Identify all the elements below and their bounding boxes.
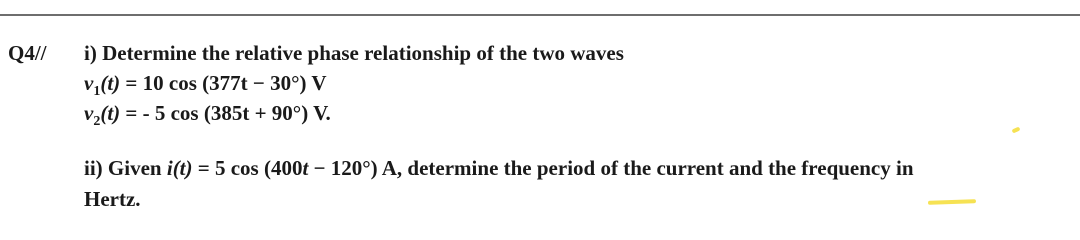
v2-argument: (t) xyxy=(100,101,121,125)
v2-symbol: v xyxy=(84,101,94,125)
top-divider xyxy=(0,14,1080,16)
v2-expression: = - 5 cos (385t + 90°) V. xyxy=(120,101,331,125)
current-argument: (t) xyxy=(172,156,193,180)
part-ii-prefix: ii) Given xyxy=(84,156,167,180)
v1-expression: = 10 cos (377t − 30°) V xyxy=(120,71,327,95)
v1-symbol: v xyxy=(84,71,94,95)
current-function: i xyxy=(166,156,173,180)
question-number: Q4// xyxy=(8,41,47,65)
current-eq-part-b: − 120°) A, determine the period of the current and the frequency in xyxy=(308,156,914,180)
part-ii-line-2: Hertz. xyxy=(84,187,141,211)
part-i-prompt: i) Determine the relative phase relationship of the two waves xyxy=(84,41,624,65)
highlighter-underline xyxy=(928,199,976,205)
v1-argument: (t) xyxy=(100,71,121,95)
part-ii-line-1 xyxy=(84,155,914,181)
equation-v2 xyxy=(84,100,331,135)
v2-subscript: 2 xyxy=(93,114,101,130)
current-eq-t: t xyxy=(302,156,309,180)
v1-subscript: 1 xyxy=(93,84,101,100)
current-eq-part-a: = 5 cos (400 xyxy=(192,156,303,180)
highlighter-mark xyxy=(1012,126,1021,133)
